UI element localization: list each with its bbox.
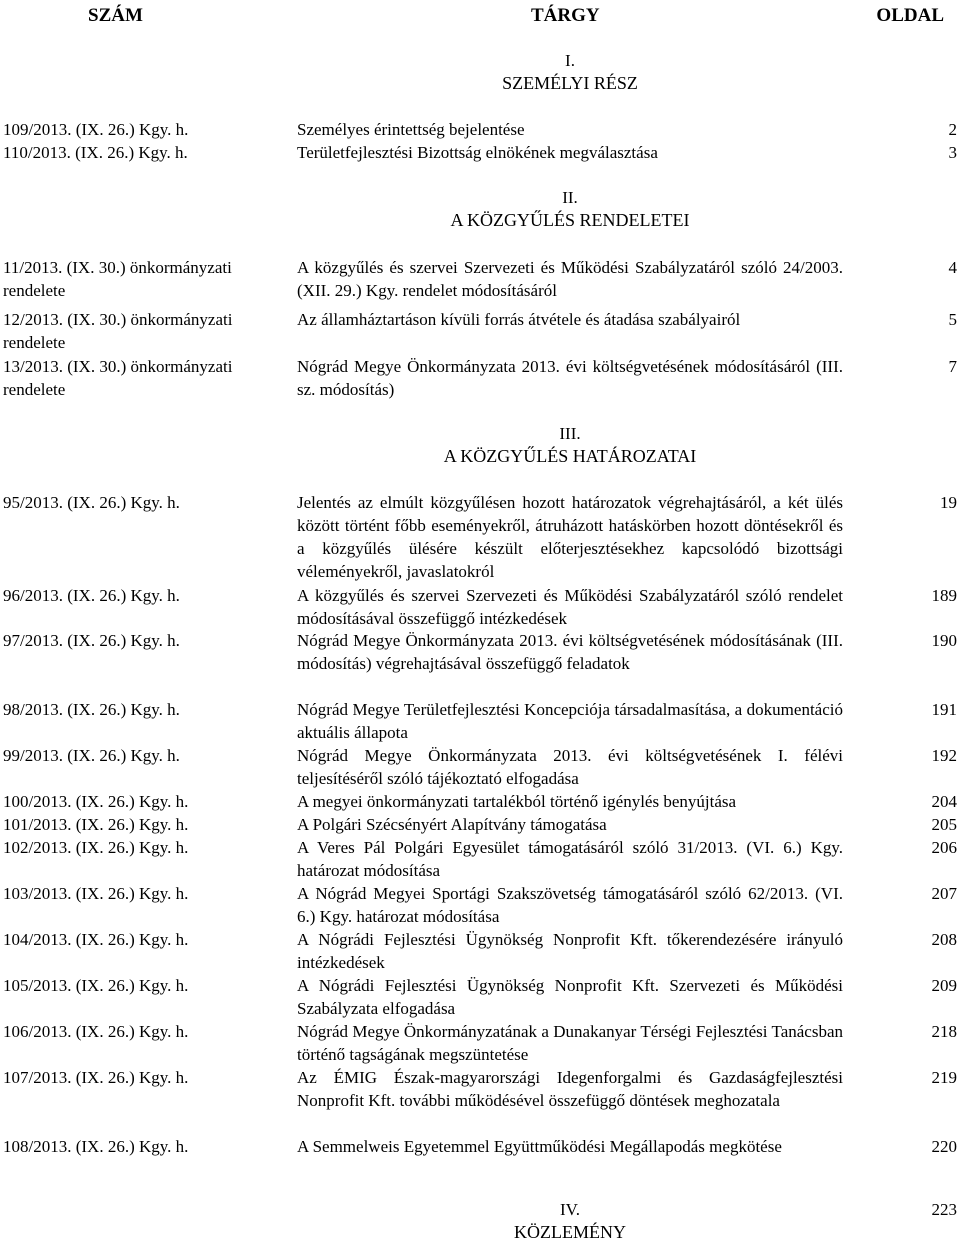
row-page: 2 <box>948 120 957 139</box>
row-title: A Nógrádi Fejlesztési Ügynökség Nonprofit Kft. Szervezeti és Működési Szabályzata elfogadása <box>297 976 843 1018</box>
section-iv-roman: IV. <box>560 1200 580 1219</box>
row-title: A közgyűlés és szervei Szervezeti és Működési Szabályzatáról szóló rendelet módosításával összefüggő intézkedések <box>297 586 843 628</box>
row-number: 105/2013. (IX. 26.) Kgy. h. <box>3 976 189 995</box>
row-number: 110/2013. (IX. 26.) Kgy. h. <box>3 143 188 162</box>
row-page: 189 <box>931 586 957 605</box>
row-number: 104/2013. (IX. 26.) Kgy. h. <box>3 930 189 949</box>
row-title: A Polgári Szécsényért Alapítvány támogatása <box>297 815 607 834</box>
row-page: 192 <box>931 746 957 765</box>
row-page: 205 <box>931 815 957 834</box>
header-subject: TÁRGY <box>531 5 600 26</box>
row-page: 7 <box>948 357 957 376</box>
row-title: Nógrád Megye Önkormányzata 2013. évi költségvetésének módosításáról (III. sz. módosítás) <box>297 357 843 399</box>
row-title: Területfejlesztési Bizottság elnökének megválasztása <box>297 143 658 162</box>
row-page: 219 <box>931 1068 957 1087</box>
row-number: 109/2013. (IX. 26.) Kgy. h. <box>3 120 189 139</box>
header-number: SZÁM <box>88 5 143 26</box>
row-page: 206 <box>931 838 957 857</box>
row-number: 96/2013. (IX. 26.) Kgy. h. <box>3 586 180 605</box>
row-title: Nógrád Megye Önkormányzata 2013. évi költségvetésének módosításának (III. módosítás) végrehajtásával összefüggő feladatok <box>297 631 843 673</box>
row-number: 12/2013. (IX. 30.) önkormányzati rendelete <box>3 310 233 352</box>
row-page: 209 <box>931 976 957 995</box>
row-number: 102/2013. (IX. 26.) Kgy. h. <box>3 838 189 857</box>
row-title: Személyes érintettség bejelentése <box>297 120 525 139</box>
row-title: Jelentés az elmúlt közgyűlésen hozott határozatok végrehajtásáról, a két ülés között történt főbb eseményekről, átruházott hatáskörben hozott döntésekről és a közgyűlés ülésére készült előterjesztésekhez kapcsolódó bizottsági véleményekről, javaslatokról <box>297 493 843 581</box>
section-iv-page: 223 <box>931 1200 957 1219</box>
row-title: A közgyűlés és szervei Szervezeti és Működési Szabályzatáról szóló 24/2003. (XII. 29.) Kgy. rendelet módosításáról <box>297 258 843 300</box>
row-number: 95/2013. (IX. 26.) Kgy. h. <box>3 493 180 512</box>
row-title: Nógrád Megye Önkormányzata 2013. évi költségvetésének I. félévi teljesítéséről szóló tájékoztató elfogadása <box>297 746 843 788</box>
section-ii-roman: II. <box>562 188 578 207</box>
row-title: A Semmelweis Egyetemmel Együttműködési Megállapodás megkötése <box>297 1137 782 1156</box>
row-number: 100/2013. (IX. 26.) Kgy. h. <box>3 792 189 811</box>
row-number: 11/2013. (IX. 30.) önkormányzati rendelete <box>3 258 232 300</box>
row-number: 101/2013. (IX. 26.) Kgy. h. <box>3 815 189 834</box>
row-page: 207 <box>931 884 957 903</box>
row-title: A Nógrádi Fejlesztési Ügynökség Nonprofit Kft. tőkerendezésére irányuló intézkedések <box>297 930 843 972</box>
row-page: 220 <box>931 1137 957 1156</box>
section-i-title: SZEMÉLYI RÉSZ <box>502 73 638 93</box>
row-title: Az államháztartáson kívüli forrás átvétele és átadása szabályairól <box>297 310 741 329</box>
section-i-roman: I. <box>565 51 575 70</box>
row-number: 108/2013. (IX. 26.) Kgy. h. <box>3 1137 189 1156</box>
row-page: 3 <box>948 143 957 162</box>
section-ii-title: A KÖZGYŰLÉS RENDELETEI <box>450 210 690 230</box>
row-page: 191 <box>931 700 957 719</box>
row-title: Az ÉMIG Észak-magyarországi Idegenforgalmi és Gazdaságfejlesztési Nonprofit Kft. további működésével összefüggő döntések meghozatala <box>297 1068 843 1110</box>
row-number: 103/2013. (IX. 26.) Kgy. h. <box>3 884 189 903</box>
section-iii-title: A KÖZGYŰLÉS HATÁROZATAI <box>443 446 697 466</box>
row-title: A Nógrád Megyei Sportági Szakszövetség támogatásáról szóló 62/2013. (VI. 6.) Kgy. határozat módosítása <box>297 884 843 926</box>
row-page: 4 <box>948 258 957 277</box>
row-page: 204 <box>931 792 957 811</box>
row-page: 218 <box>931 1022 957 1041</box>
row-number: 99/2013. (IX. 26.) Kgy. h. <box>3 746 180 765</box>
row-title: Nógrád Megye Területfejlesztési Koncepciója társadalmasítása, a dokumentáció aktuális állapota <box>297 700 843 742</box>
row-title: A Veres Pál Polgári Egyesület támogatásáról szóló 31/2013. (VI. 6.) Kgy. határozat módosítása <box>297 838 843 880</box>
row-title: A megyei önkormányzati tartalékból történő igénylés benyújtása <box>297 792 737 811</box>
section-iii-roman: III. <box>559 424 581 443</box>
row-number: 13/2013. (IX. 30.) önkormányzati rendelete <box>3 357 233 399</box>
row-number: 97/2013. (IX. 26.) Kgy. h. <box>3 631 180 650</box>
row-number: 107/2013. (IX. 26.) Kgy. h. <box>3 1068 189 1087</box>
row-number: 98/2013. (IX. 26.) Kgy. h. <box>3 700 180 719</box>
row-title: Nógrád Megye Önkormányzatának a Dunakanyar Térségi Fejlesztési Tanácsban történő tagságának megszüntetése <box>297 1022 843 1064</box>
header-page: OLDAL <box>876 5 944 26</box>
row-page: 5 <box>948 310 957 329</box>
row-page: 19 <box>940 493 957 512</box>
row-number: 106/2013. (IX. 26.) Kgy. h. <box>3 1022 189 1041</box>
row-page: 190 <box>931 631 957 650</box>
section-iv-title: KÖZLEMÉNY <box>514 1222 626 1242</box>
row-page: 208 <box>931 930 957 949</box>
